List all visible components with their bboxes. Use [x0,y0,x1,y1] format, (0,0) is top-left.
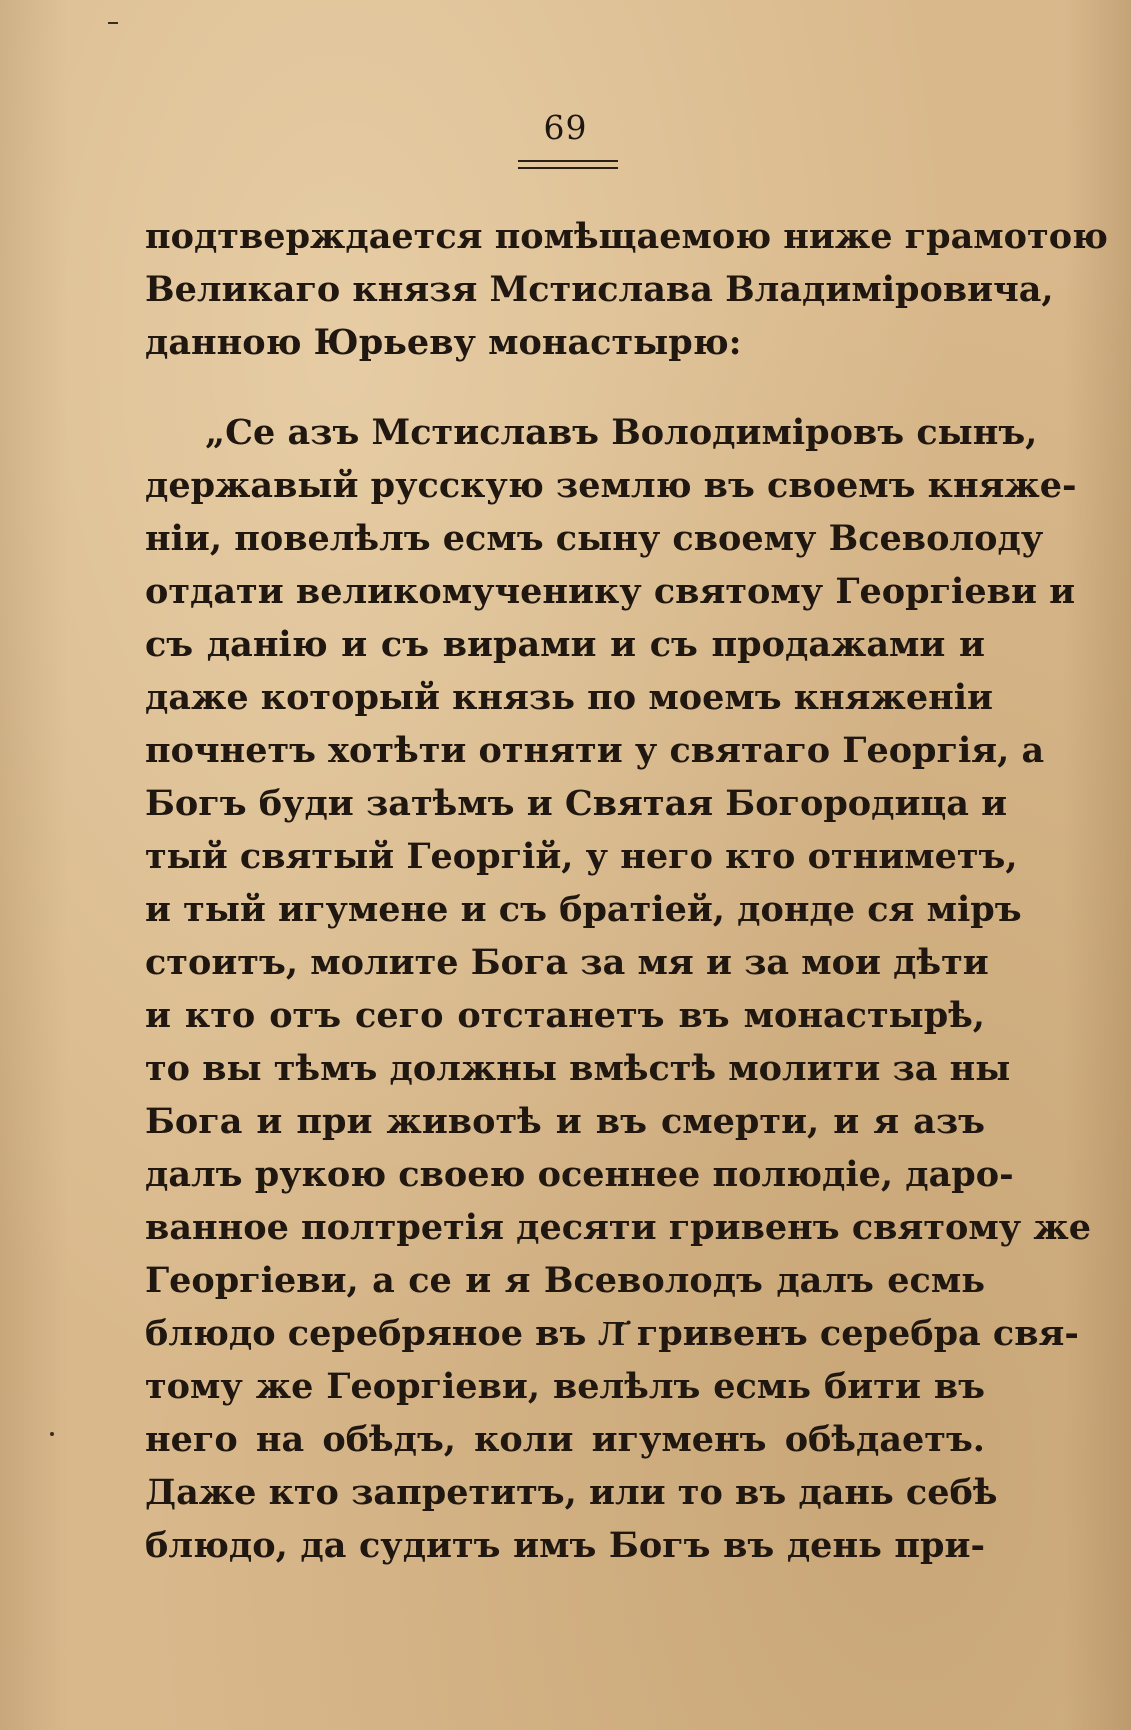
text-line: „Се азъ Мстиславъ Володиміровъ сынъ, [205,412,1038,453]
text-line: Великаго князя Мстислава Владиміровича, [145,269,1054,310]
text-line: Даже кто запретитъ, или то въ дань себѣ [145,1472,998,1513]
text-line: отдати великомученику святому Георгіеви и [145,571,1076,612]
text-line: блюдо, да судитъ имъ Богъ въ день при- [145,1525,985,1566]
text-line: даже который князь по моемъ княженіи [145,677,994,718]
text-line: тому же Георгіеви, велѣлъ есмь бити въ [145,1366,985,1407]
text-line: него на обѣдъ, коли игуменъ обѣдаетъ. [145,1419,985,1460]
text-line: ванное полтретія десяти гривенъ святому же [145,1207,1091,1248]
text-line: Богъ буди затѣмъ и Святая Богородица и [145,783,1008,824]
text-line: державый русскую землю въ своемъ княже- [145,465,1077,506]
paragraph-gap [145,369,985,406]
margin-speck [50,1432,54,1436]
text-line: почнетъ хотѣти отняти у святаго Георгія, а [145,730,1045,771]
text-line: данною Юрьеву монастырю: [145,322,742,363]
text-line: стоитъ, молите Бога за мя и за мои дѣти [145,942,989,983]
text-line: тый святый Георгій, у него кто отниметъ, [145,836,1018,877]
text-line: Георгіеви, а се и я Всеволодъ далъ есмь [145,1260,985,1301]
corner-speck [108,22,118,24]
page-number: 69 [543,108,588,147]
text-line: съ данію и съ вирами и съ продажами и [145,624,985,665]
text-line: и кто отъ сего отстанетъ въ монастырѣ, [145,995,985,1036]
text-line: Бога и при животѣ и въ смерти, и я азъ [145,1101,985,1142]
body-text [145,210,1108,1572]
text-line: и тый игумене и съ братіей, донде ся міръ [145,889,1022,930]
text-line: далъ рукою своею осеннее полюдіе, даро- [145,1154,1014,1195]
text-line: то вы тѣмъ должны вмѣстѣ молити за ны [145,1048,1011,1089]
page-number-double-rule [518,160,618,169]
text-line: подтверждается помѣщаемою ниже грамотою [145,216,1108,257]
text-line: ніи, повелѣлъ есмъ сыну своему Всеволоду [145,518,1044,559]
text-line: блюдо серебряное въ Л҃ гривенъ серебра свя- [145,1313,1079,1354]
